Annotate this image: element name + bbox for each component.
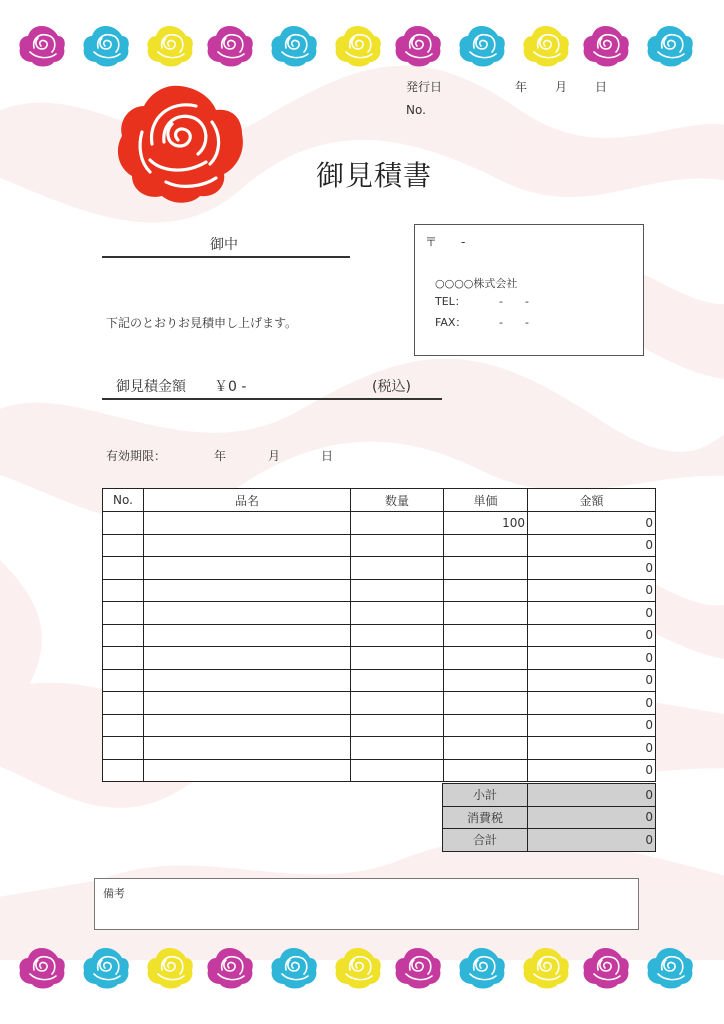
purple-rose-icon (18, 946, 66, 990)
cell-quantity[interactable] (351, 692, 444, 715)
total-label: 合計 (443, 829, 528, 852)
remarks-box[interactable] (94, 878, 639, 930)
cell-quantity[interactable] (351, 737, 444, 760)
cell-amount[interactable]: 0 (528, 557, 656, 580)
total-row (443, 829, 656, 852)
fax-value: - - (499, 316, 529, 329)
intro-text: 下記のとおりお見積申し上げます。 (106, 316, 298, 330)
issue-date-label: 発行日 (406, 80, 443, 94)
cell-item-name[interactable] (144, 512, 351, 535)
cell-unit-price[interactable] (444, 579, 528, 602)
issue-day-label: 日 (595, 80, 608, 94)
cell-quantity[interactable] (351, 714, 444, 737)
col-header-item-name: 品名 (144, 489, 351, 512)
cell-quantity[interactable] (351, 759, 444, 782)
cell-quantity[interactable] (351, 557, 444, 580)
blue-rose-icon (270, 24, 318, 68)
items-table (102, 488, 656, 782)
cell-item-name[interactable] (144, 647, 351, 670)
cell-unit-price[interactable] (444, 602, 528, 625)
issue-year-label: 年 (515, 80, 528, 94)
cell-item-name[interactable] (144, 692, 351, 715)
cell-item-name[interactable] (144, 557, 351, 580)
cell-no[interactable] (103, 579, 144, 602)
table-row (103, 669, 656, 692)
estimate-amount-row (102, 374, 442, 400)
cell-no[interactable] (103, 759, 144, 782)
cell-item-name[interactable] (144, 737, 351, 760)
subtotal-row (443, 784, 656, 807)
blue-rose-icon (646, 24, 694, 68)
yellow-rose-icon (334, 24, 382, 68)
blue-rose-icon (270, 946, 318, 990)
yellow-rose-icon (522, 946, 570, 990)
cell-no[interactable] (103, 557, 144, 580)
recipient-name-field[interactable] (102, 234, 350, 258)
table-row (103, 602, 656, 625)
bottom-rose-border (0, 946, 724, 998)
postal-code: 〒 - (425, 235, 466, 249)
cell-item-name[interactable] (144, 579, 351, 602)
cell-item-name[interactable] (144, 669, 351, 692)
cell-unit-price[interactable] (444, 692, 528, 715)
cell-amount[interactable]: 0 (528, 624, 656, 647)
col-header-quantity: 数量 (351, 489, 444, 512)
cell-unit-price[interactable] (444, 737, 528, 760)
tax-included-note: (税込) (372, 379, 411, 395)
cell-amount[interactable]: 0 (528, 647, 656, 670)
cell-item-name[interactable] (144, 624, 351, 647)
col-header-amount: 金額 (528, 489, 656, 512)
recipient-suffix: 御中 (210, 237, 238, 253)
cell-unit-price[interactable] (444, 534, 528, 557)
cell-unit-price[interactable] (444, 647, 528, 670)
table-row (103, 692, 656, 715)
subtotal-value: 0 (528, 784, 656, 807)
cell-no[interactable] (103, 737, 144, 760)
cell-no[interactable] (103, 692, 144, 715)
purple-rose-icon (394, 24, 442, 68)
cell-quantity[interactable] (351, 602, 444, 625)
table-row (103, 737, 656, 760)
estimate-amount-value: ￥0 - (214, 379, 247, 395)
cell-quantity[interactable] (351, 512, 444, 535)
table-row (103, 647, 656, 670)
cell-quantity[interactable] (351, 647, 444, 670)
cell-amount[interactable]: 0 (528, 714, 656, 737)
blue-rose-icon (646, 946, 694, 990)
cell-no[interactable] (103, 602, 144, 625)
table-row (103, 579, 656, 602)
cell-amount[interactable]: 0 (528, 512, 656, 535)
top-rose-border (0, 24, 724, 76)
estimate-amount-label: 御見積金額 (116, 379, 186, 395)
cell-no[interactable] (103, 534, 144, 557)
fax-label: FAX： (435, 316, 467, 329)
document-number-label: No. (406, 103, 426, 117)
validity-day: 日 (321, 449, 334, 463)
totals-table (442, 783, 656, 852)
consumption-tax-value: 0 (528, 806, 656, 829)
yellow-rose-icon (146, 24, 194, 68)
validity-month: 月 (268, 449, 281, 463)
cell-unit-price[interactable] (444, 624, 528, 647)
purple-rose-icon (394, 946, 442, 990)
validity-label: 有効期限： (106, 449, 167, 463)
table-row (103, 624, 656, 647)
tel-value: - - (499, 295, 529, 308)
blue-rose-icon (458, 946, 506, 990)
red-rose-icon (112, 82, 248, 206)
remarks-label: 備考 (103, 887, 125, 900)
table-row (103, 714, 656, 737)
cell-no[interactable] (103, 624, 144, 647)
purple-rose-icon (206, 24, 254, 68)
cell-amount[interactable]: 0 (528, 759, 656, 782)
company-name: ○○○○株式会社 (435, 277, 518, 290)
cell-item-name[interactable] (144, 714, 351, 737)
consumption-tax-row (443, 806, 656, 829)
blue-rose-icon (82, 24, 130, 68)
subtotal-label: 小計 (443, 784, 528, 807)
blue-rose-icon (82, 946, 130, 990)
total-value: 0 (528, 829, 656, 852)
cell-amount[interactable]: 0 (528, 579, 656, 602)
cell-quantity[interactable] (351, 624, 444, 647)
yellow-rose-icon (146, 946, 194, 990)
cell-unit-price[interactable]: 100 (444, 512, 528, 535)
tel-label: TEL： (435, 295, 466, 308)
consumption-tax-label: 消費税 (443, 806, 528, 829)
cell-no[interactable] (103, 647, 144, 670)
cell-amount[interactable]: 0 (528, 602, 656, 625)
cell-unit-price[interactable] (444, 714, 528, 737)
purple-rose-icon (582, 946, 630, 990)
purple-rose-icon (206, 946, 254, 990)
cell-unit-price[interactable] (444, 557, 528, 580)
cell-no[interactable] (103, 714, 144, 737)
cell-quantity[interactable] (351, 534, 444, 557)
sender-address-box (414, 224, 644, 356)
cell-no[interactable] (103, 669, 144, 692)
table-row (103, 512, 656, 535)
cell-quantity[interactable] (351, 669, 444, 692)
page-title: 御見積書 (316, 159, 433, 192)
cell-amount[interactable]: 0 (528, 534, 656, 557)
table-row (103, 557, 656, 580)
table-row (103, 534, 656, 557)
cell-item-name[interactable] (144, 759, 351, 782)
col-header-no: No. (103, 489, 144, 512)
cell-unit-price[interactable] (444, 669, 528, 692)
yellow-rose-icon (522, 24, 570, 68)
yellow-rose-icon (334, 946, 382, 990)
cell-item-name[interactable] (144, 534, 351, 557)
col-header-unit-price: 単価 (444, 489, 528, 512)
purple-rose-icon (582, 24, 630, 68)
cell-no[interactable] (103, 512, 144, 535)
issue-month-label: 月 (555, 80, 568, 94)
blue-rose-icon (458, 24, 506, 68)
validity-year: 年 (214, 449, 227, 463)
cell-amount[interactable]: 0 (528, 737, 656, 760)
table-row (103, 759, 656, 782)
purple-rose-icon (18, 24, 66, 68)
cell-amount[interactable]: 0 (528, 669, 656, 692)
table-header-row (103, 489, 656, 512)
cell-unit-price[interactable] (444, 759, 528, 782)
cell-quantity[interactable] (351, 579, 444, 602)
cell-amount[interactable]: 0 (528, 692, 656, 715)
cell-item-name[interactable] (144, 602, 351, 625)
